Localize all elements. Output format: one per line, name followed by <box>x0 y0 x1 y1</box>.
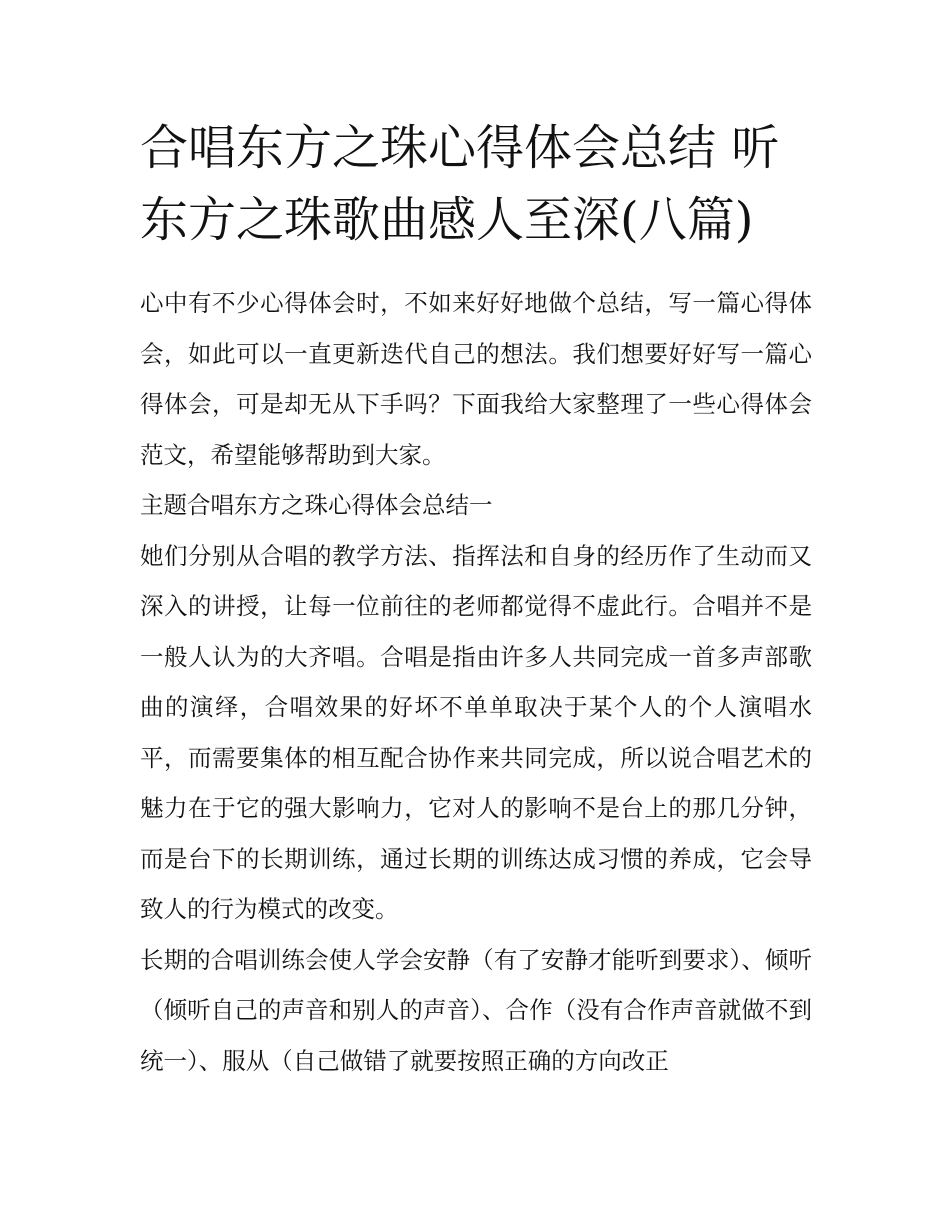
intro-paragraph: 心中有不少心得体会时，不如来好好地做个总结，写一篇心得体会，如此可以一直更新迭代自己的想法。我们想要好好写一篇心得体会，可是却无从下手吗？下面我给大家整理了一些心得体会范文，希望能够帮助到大家。 <box>140 289 812 469</box>
section-heading: 主题合唱东方之珠心得体会总结一 <box>140 491 493 519</box>
body-paragraph: 长期的合唱训练会使人学会安静（有了安静才能听到要求）、倾听（倾听自己的声音和别人的声音）、合作（没有合作声音就做不到统一）、服从（自己做错了就要按照正确的方向改正 <box>140 945 812 1075</box>
document-title: 合唱东方之珠心得体会总结 听东方之珠歌曲感人至深(八篇) <box>140 120 780 248</box>
body-paragraph: 她们分别从合唱的教学方法、指挥法和自身的经历作了生动而又深入的讲授，让每一位前往的老师都觉得不虚此行。合唱并不是一般人认为的大齐唱。合唱是指由许多人共同完成一首多声部歌曲的演绎，合唱效果的好坏不单单取决于某个人的个人演唱水平，而需要集体的相互配合协作来共同完成，所以说合唱艺术的魅力在于它的强大影响力，它对人的影响不是台上的那几分钟，而是台下的长期训练，通过长期的训练达成习惯的养成，它会导致人的行为模式的改变。 <box>140 541 812 923</box>
document-body <box>140 278 812 1086</box>
